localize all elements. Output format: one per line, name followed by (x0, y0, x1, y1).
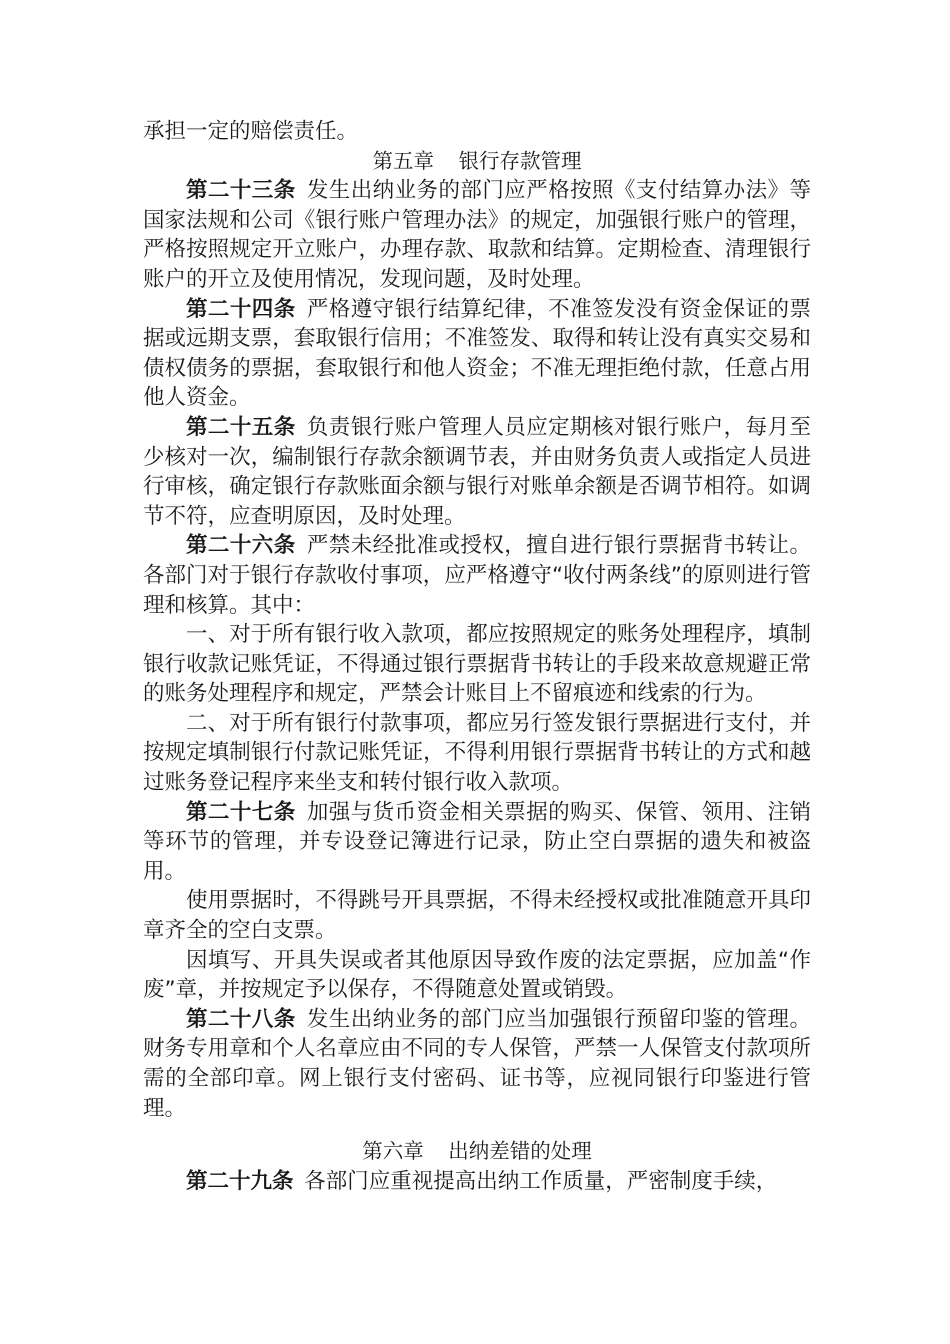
chapter-6-heading (143, 1137, 811, 1167)
article-28 (143, 1005, 811, 1123)
chapter-6-number: 第六章 (362, 1139, 424, 1164)
article-29-label: 第二十九条 (186, 1168, 294, 1194)
article-27-text: 加强与货币资金相关票据的购买、保管、领用、注销等环节的管理，并专设登记簿进行记录，防止空白票据的遗失和被盗用。 (143, 799, 811, 884)
article-26-text: 严禁未经批准或授权，擅自进行银行票据背书转让。各部门对于银行存款收付事项，应严格遵守“收付两条线”的原则进行管理和核算。其中： (143, 533, 811, 618)
article-24-text: 严格遵守银行结算纪律，不准签发没有资金保证的票据或远期支票，套取银行信用；不准签发、取得和转让没有真实交易和债权债务的票据，套取银行和他人资金；不准无理拒绝付款，任意占用他人资金。 (143, 296, 811, 411)
article-28-text: 发生出纳业务的部门应当加强银行预留印鉴的管理。财务专用章和个人名章应由不同的专人保管，严禁一人保管支付款项所需的全部印章。网上银行支付密码、证书等，应视同银行印鉴进行管理。 (143, 1006, 811, 1121)
article-23-label: 第二十三条 (186, 178, 296, 204)
article-26-item-2-text: 二、对于所有银行付款事项，都应另行签发银行票据进行支付，并按规定填制银行付款记账凭证，不得利用银行票据背书转让的方式和越过账务登记程序来坐支和转付银行收入款项。 (143, 710, 811, 796)
chapter-6-title: 出纳差错的处理 (448, 1139, 592, 1164)
article-27-paragraph-3 (143, 946, 811, 1005)
article-26-item-1-text: 一、对于所有银行收入款项，都应按照规定的账务处理程序，填制银行收款记账凭证，不得通过银行票据背书转让的手段来故意规避正常的账务处理程序和规定，严禁会计账目上不留痕迹和线索的行为。 (143, 622, 811, 707)
opening-line (143, 117, 811, 147)
article-26 (143, 531, 811, 620)
chapter-5-heading (143, 147, 811, 177)
article-28-label: 第二十八条 (186, 1006, 296, 1032)
chapter-5-number: 第五章 (372, 148, 434, 173)
article-24-label: 第二十四条 (186, 296, 296, 322)
article-29 (143, 1167, 811, 1197)
article-26-label: 第二十六条 (186, 533, 296, 559)
article-24 (143, 295, 811, 413)
article-25-label: 第二十五条 (186, 414, 296, 440)
article-27-paragraph-3-text: 因填写、开具失误或者其他原因导致作废的法定票据，应加盖“作废”章，并按规定予以保存，不得随意处置或销毁。 (143, 947, 811, 1003)
article-27-label: 第二十七条 (186, 799, 296, 825)
article-27 (143, 798, 811, 887)
article-23-text: 发生出纳业务的部门应严格按照《支付结算办法》等国家法规和公司《银行账户管理办法》的规定，加强银行账户的管理，严格按照规定开立账户，办理存款、取款和结算。定期检查、清理银行账户的开立及使用情况，发现问题，及时处理。 (143, 178, 811, 292)
article-26-item-1 (143, 620, 811, 709)
document-page (143, 117, 811, 1196)
article-27-paragraph-2 (143, 886, 811, 945)
article-27-paragraph-2-text: 使用票据时，不得跳号开具票据，不得未经授权或批准随意开具印章齐全的空白支票。 (143, 888, 811, 944)
article-26-item-2 (143, 709, 811, 798)
article-29-text: 各部门应重视提高出纳工作质量，严密制度手续， (304, 1168, 778, 1194)
article-25-text: 负责银行账户管理人员应定期核对银行账户，每月至少核对一次，编制银行存款余额调节表，并由财务负责人或指定人员进行审核，确定银行存款账面余额与银行对账单余额是否调节相符。如调节不符，应查明原因，及时处理。 (143, 414, 811, 529)
chapter-5-title: 银行存款管理 (458, 148, 582, 173)
article-25 (143, 413, 811, 531)
opening-line-text: 承担一定的赔偿责任。 (143, 119, 359, 144)
article-23 (143, 176, 811, 294)
